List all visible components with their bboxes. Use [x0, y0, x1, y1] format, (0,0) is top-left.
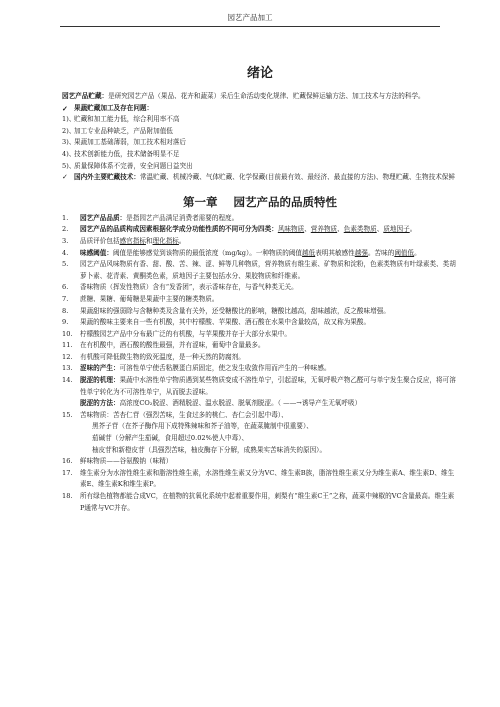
item-text: 蔗糖、果糖、葡萄糖是果蔬中主要的糖类物质。: [80, 294, 219, 303]
item-text: 果蔬甜味的强弱除与含糖种类及含量有关外，还受糖酸比的影响，糖酸比越高，甜味越浓，反之酸味增强。: [80, 306, 390, 315]
problem-item: [62, 149, 458, 161]
running-header: 园艺产品加工: [227, 13, 273, 22]
problem-number: 3)、: [62, 138, 76, 147]
list-item: [62, 259, 458, 282]
intro-text: 是研究园艺产品（果品、花卉和蔬菜）采后生命活动变化规律、贮藏保鲜运输方法、加工技术与方法的科学。: [108, 92, 425, 100]
problem-number: 5)、: [62, 161, 76, 170]
bitter-substance-item: 柚皮苷和新橙皮苷（具强烈苦味，柚皮酶存下分解，成熟果实苦味消失的原因）。: [92, 445, 327, 454]
item-text: 柠檬酸园艺产品中分布最广泛的有机酸，与苹果酸并存于大部分水果中。: [80, 329, 291, 338]
chapter-number: 第一章: [182, 194, 218, 209]
problem-item: [62, 114, 458, 126]
checklist-techniques: [62, 172, 458, 184]
list-item: [62, 410, 458, 422]
item-separator: 、: [337, 225, 344, 234]
list-item: [62, 456, 458, 468]
check2-label: 国内外主要贮藏技术：: [74, 173, 140, 182]
item-term: 园艺产品的品质构成因素根据化学成分功能性质的不同可分为四类：: [80, 225, 278, 234]
list-item: [62, 294, 458, 306]
item-underlined-term: 色素类物质: [343, 225, 377, 234]
list-item: [62, 306, 458, 318]
list-item: [62, 375, 458, 398]
list-item: [62, 282, 458, 294]
item-text: 果蔬的酸味主要来自一些有机酸，其中柠檬酸、苹果酸、酒石酸在水果中含量较高，故又称为果酸。: [80, 318, 371, 327]
intro-paragraph: [62, 91, 458, 103]
item-underlined-term: 越低: [302, 248, 316, 257]
item-separator: 。苦味的: [367, 248, 395, 257]
bitter-substance-item: 黑芥子苷（在芥子酶作用下成特殊辣味和芥子油等，在蔬菜腌制中很重要）、: [92, 422, 313, 431]
item-text: 品质评价包括: [80, 236, 120, 245]
bitter-substances-list: [62, 421, 458, 456]
problem-list: [62, 114, 458, 172]
item-number: 18.: [62, 492, 73, 500]
item-text: 果蔬中水溶性单宁物质遇到某些物质变成不溶性单宁，引起涩味，无氧呼吸产物乙醛可与单宁发生聚合反应，将可溶性单宁转化为不可溶性单宁，从而脱去涩味。: [80, 376, 456, 396]
item-number: 5.: [62, 260, 69, 269]
item-text: 可溶性单宁使舌粘膜蛋白质固定，使之发生收敛作用而产生的一种味感。: [119, 364, 331, 373]
list-item: [62, 340, 458, 352]
problem-text: 果蔬加工基础薄弱，加工技术相对落后: [74, 138, 187, 147]
item-separator: 。: [178, 236, 186, 245]
chapter-title: 园艺产品的品质特性: [233, 194, 337, 209]
item-separator: 、: [304, 225, 311, 234]
list-item: [62, 213, 458, 225]
problem-number: 4)、: [62, 149, 76, 158]
problem-text: 贮藏和加工能力低，综合利用率不高: [74, 115, 180, 124]
list-item: [62, 352, 458, 364]
item-text: 香味物质（挥发性物质）含有“发香团”，表示香味存在，与香气种类无关。: [80, 283, 298, 292]
list-item: [62, 236, 458, 248]
item-term: 园艺产品品质：: [80, 213, 127, 222]
problem-item: [62, 161, 458, 173]
item-underlined-term: 风味物质: [277, 225, 305, 234]
checklist-problems: [62, 103, 458, 115]
item-number: 11.: [62, 341, 73, 350]
item-number: 12.: [62, 352, 73, 361]
item-separator: 。: [409, 225, 417, 234]
list-item: [62, 468, 458, 491]
item-underlined-term: 质地因子: [383, 225, 410, 234]
item-number: 8.: [62, 306, 69, 315]
item-separator: 和: [145, 236, 153, 245]
bitter-substance-item: 茄碱苷（分解产生茄碱，食用超过0.02%使人中毒）、: [92, 434, 249, 443]
item-number: 10.: [62, 329, 73, 338]
item-separator: 。: [414, 248, 421, 257]
problem-text: 技术创新能力低，技术储备明显不足: [74, 149, 180, 158]
item-text: 在有机酸中，酒石酸的酸性最强，并有涩味，葡萄中含量最多。: [80, 341, 265, 350]
page-title: 绪论: [246, 66, 273, 81]
numbered-list-continued: [62, 456, 458, 514]
check1-text: 果蔬贮藏加工及存在问题：: [74, 103, 154, 112]
item-text: 维生素分为水溶性维生素和脂溶性维生素，水溶性维生素又分为VC、维生素B族，脂溶性维生素又分为维生素A、维生素D、维生素E、维生素K和维生素P。: [80, 468, 455, 489]
chapter-heading: [62, 194, 458, 210]
list-item: [62, 329, 458, 341]
list-item: [62, 317, 458, 329]
item-underlined-term: 营养物质: [310, 225, 338, 234]
item-text: 苦味物质：苦杏仁苷（强烈苦味，生食过多的桃仁、杏仁会引起中毒）、: [80, 410, 288, 419]
list-item: [62, 363, 458, 375]
problem-item: [62, 126, 458, 138]
item-term: 涩味的产生：: [80, 364, 120, 373]
checkmark-icon: ✓: [62, 173, 68, 182]
item-separator: 表明其敏感性: [315, 248, 355, 257]
list-item: [62, 224, 458, 236]
check2-text: 常温贮藏、机械冷藏、气体贮藏、化学保藏(目前最有效、最经济、最直接的方法)、物理贮藏、生物技术保鲜: [139, 173, 455, 182]
item-number: 9.: [62, 318, 69, 327]
item-text: 鲜味物质——谷氨酸钠（味精）: [80, 457, 173, 466]
item-number: 7.: [62, 294, 69, 303]
problem-text: 加工专业品种缺乏，产品附加值低: [74, 126, 173, 135]
item-text: 高浓度CO₂脱涩、酒精脱涩、温水脱涩、脱氧剂脱涩。（ ——→诱导产生无氧呼吸）: [119, 399, 362, 408]
item-underlined-term: 理化指标: [152, 236, 179, 245]
item-number: 6.: [62, 283, 69, 292]
item-number: 16.: [62, 457, 73, 466]
item-number: 3.: [62, 236, 69, 245]
numbered-list: [62, 213, 458, 422]
item-number: 2.: [62, 225, 69, 234]
list-item: [62, 248, 458, 260]
item-text: 有机酸可降低微生物的致死温度，是一种天然的防腐剂。: [80, 352, 245, 361]
item-underlined-term: 越强: [354, 248, 368, 257]
item-underlined-term: 阈值低: [394, 248, 415, 257]
item-underlined-term: 感官指标: [119, 236, 146, 245]
document-body: [62, 66, 458, 514]
problem-text: 质量保障体系不完善，安全问题日益突出: [74, 161, 193, 170]
list-item: [62, 491, 458, 514]
item-text: 所有绿色植物都能合成VC，在植物的抗氧化系统中起着重要作用，刺梨有“维生素C王”之称，蔬菜中辣椒的VC含量最高。维生素P通常与VC并存。: [80, 492, 455, 512]
checkmark-icon: ✓: [62, 103, 68, 113]
intro-label: 园艺产品贮藏：: [62, 92, 109, 100]
item-term: 味感阈值：: [80, 248, 113, 257]
item-term: 脱涩的方法：: [80, 399, 120, 408]
item-text: 阈值是能够感觉到该物质的最低浓度（mg/kg）。一种物质的阈值: [112, 248, 303, 257]
problem-item: [62, 137, 458, 149]
header-rule: [60, 26, 440, 27]
item-text: 园艺产品风味物质有香、甜、酸、苦、辣、涩、鲜等几种物质，营养物质有维生素、矿物质和淀粉，色素类物质有叶绿素类、类胡萝卜素、花青素、黄酮类色素，质地因子主要包括水分、果胶物质和纤维素。: [80, 260, 456, 280]
item-number: 14.: [62, 376, 73, 385]
problem-number: 1)、: [62, 115, 76, 124]
problem-number: 2)、: [62, 126, 76, 135]
item-number: 17.: [62, 468, 73, 477]
item-term: 脱涩的机理：: [80, 376, 120, 385]
item-separator: 、: [376, 225, 384, 234]
item-number: 13.: [62, 364, 73, 373]
item-text: 是指园艺产品满足消费者需要的程度。: [126, 213, 239, 222]
item-number: 1.: [62, 213, 69, 222]
list-item: [62, 398, 458, 410]
item-number: 15.: [62, 410, 73, 419]
item-number: 4.: [62, 248, 69, 257]
